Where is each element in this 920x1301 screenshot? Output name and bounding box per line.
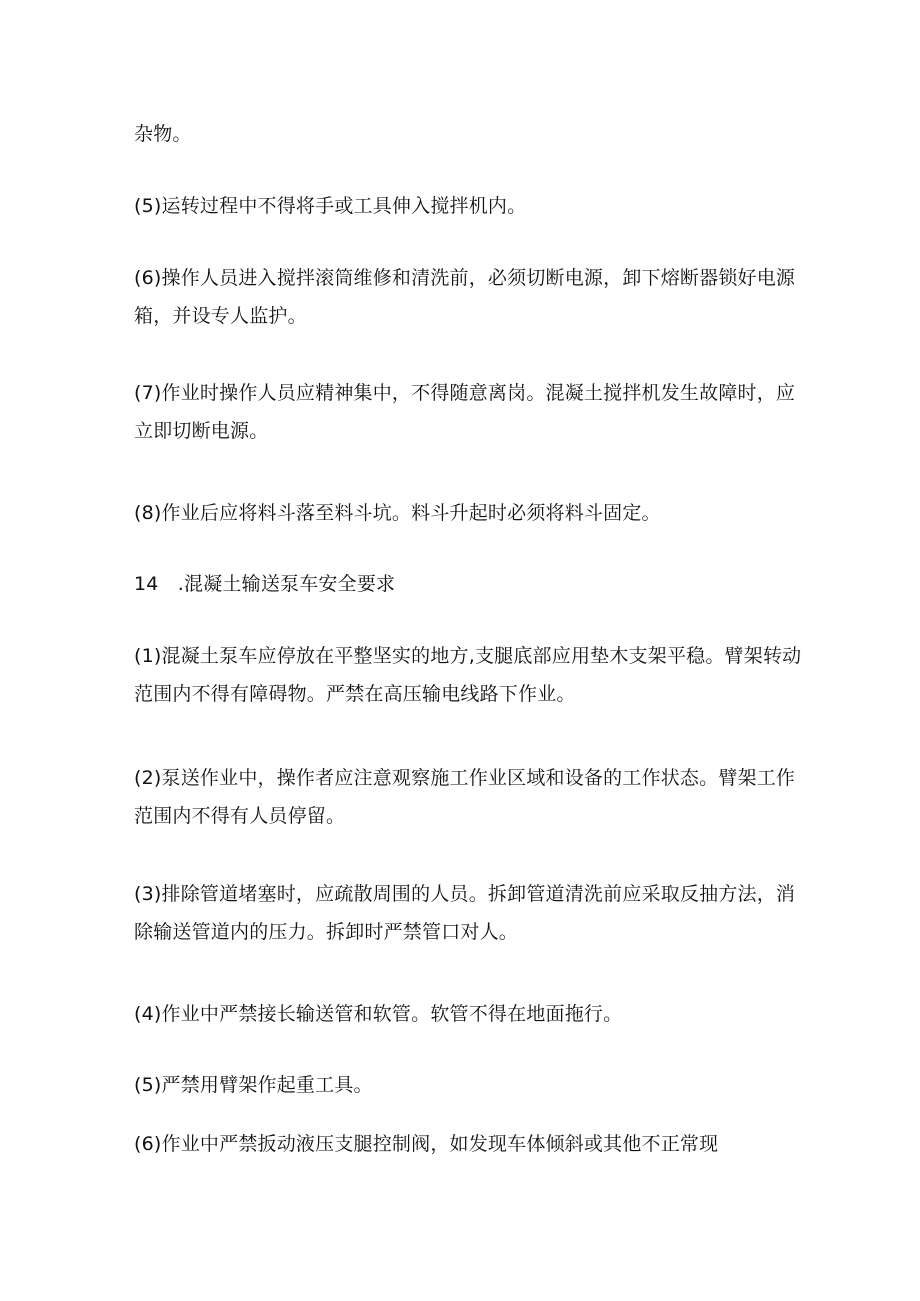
paragraph-continuation: 杂物。 — [134, 123, 192, 145]
paragraph-item-8: (8)作业后应将料斗落至料斗坑。料斗升起时必须将料斗固定。 — [134, 502, 661, 524]
paragraph-pump-item-5: (5)严禁用臂架作起重工具。 — [134, 1074, 373, 1096]
section-heading-14: 14 .混凝土输送泵车安全要求 — [134, 573, 396, 595]
paragraph-item-6: (6)操作人员进入搅拌滚筒维修和清洗前，必须切断电源，卸下熔断器锁好电源箱，并设专人监护。 — [134, 267, 796, 327]
paragraph-pump-item-3: (3)排除管道堵塞时，应疏散周围的人员。拆卸管道清洗前应采取反抽方法，消除输送管道内的压力。拆卸时严禁管口对人。 — [134, 883, 796, 943]
paragraph-pump-item-4: (4)作业中严禁接长输送管和软管。软管不得在地面拖行。 — [134, 1003, 623, 1025]
paragraph-pump-item-6: (6)作业中严禁扳动液压支腿控制阀，如发现车体倾斜或其他不正常现 — [134, 1133, 719, 1155]
paragraph-item-5: (5)运转过程中不得将手或工具伸入搅拌机内。 — [134, 195, 527, 217]
paragraph-item-7: (7)作业时操作人员应精神集中，不得随意离岗。混凝土搅拌机发生故障时，应立即切断电源。 — [134, 382, 796, 442]
paragraph-pump-item-1: (1)混凝土泵车应停放在平整坚实的地方,支腿底部应用垫木支架平稳。臂架转动范围内不得有障碍物。严禁在高压输电线路下作业。 — [134, 645, 802, 705]
paragraph-pump-item-2: (2)泵送作业中，操作者应注意观察施工作业区域和设备的工作状态。臂架工作范围内不得有人员停留。 — [134, 767, 796, 827]
